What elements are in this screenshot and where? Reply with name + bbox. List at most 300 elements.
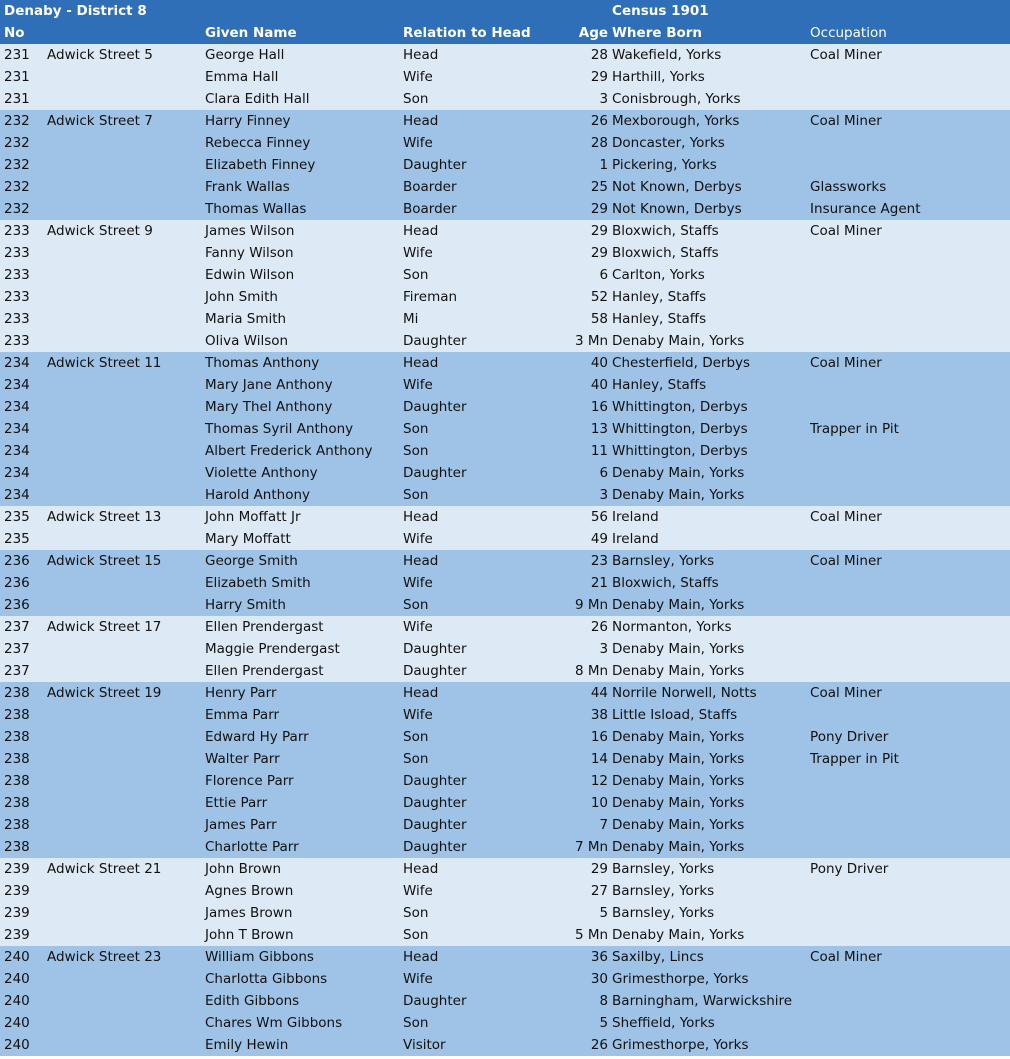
cell-relation: Head xyxy=(399,44,559,66)
cell-relation: Daughter xyxy=(399,792,559,814)
cell-relation: Daughter xyxy=(399,462,559,484)
census-rows xyxy=(0,44,1010,1056)
cell-relation: Son xyxy=(399,726,559,748)
cell-age: 7 Mn xyxy=(559,836,608,858)
cell-age: 23 xyxy=(559,550,608,572)
cell-no: 240 xyxy=(0,968,43,990)
census-year: Census 1901 xyxy=(608,0,806,22)
cell-given-name: William Gibbons xyxy=(201,946,399,968)
cell-occupation xyxy=(806,528,1010,550)
cell-given-name: Thomas Anthony xyxy=(201,352,399,374)
table-row xyxy=(0,506,1010,528)
table-row xyxy=(0,484,1010,506)
cell-address: Adwick Street 13 xyxy=(43,506,201,528)
cell-where-born: Chesterfield, Derbys xyxy=(608,352,806,374)
cell-relation: Son xyxy=(399,88,559,110)
cell-no: 240 xyxy=(0,946,43,968)
cell-address xyxy=(43,1034,201,1056)
table-row xyxy=(0,440,1010,462)
cell-relation: Son xyxy=(399,902,559,924)
cell-address: Adwick Street 17 xyxy=(43,616,201,638)
cell-given-name: Edwin Wilson xyxy=(201,264,399,286)
cell-where-born: Denaby Main, Yorks xyxy=(608,660,806,682)
cell-no: 238 xyxy=(0,814,43,836)
cell-occupation xyxy=(806,660,1010,682)
cell-occupation: Trapper in Pit xyxy=(806,418,1010,440)
table-row xyxy=(0,726,1010,748)
cell-address xyxy=(43,880,201,902)
cell-address xyxy=(43,814,201,836)
cell-given-name: Edith Gibbons xyxy=(201,990,399,1012)
cell-where-born: Barnsley, Yorks xyxy=(608,880,806,902)
cell-occupation xyxy=(806,594,1010,616)
table-row xyxy=(0,704,1010,726)
cell-no: 233 xyxy=(0,330,43,352)
cell-where-born: Denaby Main, Yorks xyxy=(608,924,806,946)
cell-relation: Head xyxy=(399,946,559,968)
cell-relation: Daughter xyxy=(399,770,559,792)
cell-occupation xyxy=(806,836,1010,858)
cell-relation: Daughter xyxy=(399,330,559,352)
cell-where-born: Grimesthorpe, Yorks xyxy=(608,968,806,990)
cell-given-name: Emma Hall xyxy=(201,66,399,88)
cell-occupation xyxy=(806,704,1010,726)
table-row xyxy=(0,286,1010,308)
cell-no: 232 xyxy=(0,176,43,198)
cell-address xyxy=(43,704,201,726)
cell-no: 231 xyxy=(0,66,43,88)
cell-where-born: Denaby Main, Yorks xyxy=(608,484,806,506)
cell-given-name: Elizabeth Finney xyxy=(201,154,399,176)
cell-no: 239 xyxy=(0,858,43,880)
cell-relation: Head xyxy=(399,352,559,374)
cell-address xyxy=(43,770,201,792)
cell-no: 233 xyxy=(0,242,43,264)
cell-given-name: Charlotte Parr xyxy=(201,836,399,858)
cell-no: 238 xyxy=(0,836,43,858)
cell-relation: Wife xyxy=(399,616,559,638)
cell-relation: Fireman xyxy=(399,286,559,308)
table-row xyxy=(0,1034,1010,1056)
cell-where-born: Denaby Main, Yorks xyxy=(608,792,806,814)
table-row xyxy=(0,44,1010,66)
cell-address xyxy=(43,726,201,748)
table-row xyxy=(0,638,1010,660)
cell-where-born: Denaby Main, Yorks xyxy=(608,638,806,660)
cell-occupation: Coal Miner xyxy=(806,506,1010,528)
header-age: Age xyxy=(559,22,608,44)
cell-given-name: Harry Finney xyxy=(201,110,399,132)
cell-address xyxy=(43,154,201,176)
cell-where-born: Denaby Main, Yorks xyxy=(608,836,806,858)
cell-no: 233 xyxy=(0,286,43,308)
cell-address xyxy=(43,792,201,814)
cell-given-name: Ellen Prendergast xyxy=(201,660,399,682)
cell-given-name: Agnes Brown xyxy=(201,880,399,902)
cell-relation: Head xyxy=(399,550,559,572)
cell-occupation xyxy=(806,286,1010,308)
cell-address xyxy=(43,902,201,924)
cell-where-born: Harthill, Yorks xyxy=(608,66,806,88)
cell-address xyxy=(43,462,201,484)
cell-age: 5 xyxy=(559,902,608,924)
cell-address xyxy=(43,330,201,352)
cell-address xyxy=(43,990,201,1012)
cell-occupation xyxy=(806,484,1010,506)
table-row xyxy=(0,968,1010,990)
cell-no: 240 xyxy=(0,990,43,1012)
cell-given-name: John T Brown xyxy=(201,924,399,946)
cell-address xyxy=(43,1012,201,1034)
cell-age: 26 xyxy=(559,110,608,132)
cell-address: Adwick Street 5 xyxy=(43,44,201,66)
cell-relation: Wife xyxy=(399,968,559,990)
cell-occupation xyxy=(806,572,1010,594)
cell-age: 14 xyxy=(559,748,608,770)
cell-age: 44 xyxy=(559,682,608,704)
cell-where-born: Norrile Norwell, Notts xyxy=(608,682,806,704)
cell-age: 56 xyxy=(559,506,608,528)
cell-age: 3 Mn xyxy=(559,330,608,352)
cell-where-born: Whittington, Derbys xyxy=(608,440,806,462)
cell-occupation xyxy=(806,440,1010,462)
cell-no: 239 xyxy=(0,924,43,946)
cell-no: 231 xyxy=(0,88,43,110)
cell-given-name: George Smith xyxy=(201,550,399,572)
cell-occupation: Coal Miner xyxy=(806,44,1010,66)
cell-relation: Son xyxy=(399,1012,559,1034)
cell-occupation xyxy=(806,924,1010,946)
cell-given-name: John Moffatt Jr xyxy=(201,506,399,528)
cell-no: 234 xyxy=(0,374,43,396)
cell-age: 3 xyxy=(559,638,608,660)
cell-given-name: Mary Moffatt xyxy=(201,528,399,550)
cell-age: 29 xyxy=(559,858,608,880)
table-row xyxy=(0,462,1010,484)
cell-age: 58 xyxy=(559,308,608,330)
cell-occupation xyxy=(806,616,1010,638)
cell-age: 6 xyxy=(559,264,608,286)
header-where-born: Where Born xyxy=(608,22,806,44)
cell-given-name: Oliva Wilson xyxy=(201,330,399,352)
cell-occupation xyxy=(806,1012,1010,1034)
cell-where-born: Doncaster, Yorks xyxy=(608,132,806,154)
cell-address xyxy=(43,528,201,550)
cell-given-name: Ettie Parr xyxy=(201,792,399,814)
table-row xyxy=(0,1012,1010,1034)
cell-given-name: James Wilson xyxy=(201,220,399,242)
cell-relation: Wife xyxy=(399,572,559,594)
cell-age: 36 xyxy=(559,946,608,968)
cell-occupation xyxy=(806,374,1010,396)
cell-age: 9 Mn xyxy=(559,594,608,616)
cell-given-name: Frank Wallas xyxy=(201,176,399,198)
cell-address xyxy=(43,440,201,462)
cell-relation: Son xyxy=(399,924,559,946)
cell-age: 29 xyxy=(559,220,608,242)
cell-relation: Head xyxy=(399,110,559,132)
table-row xyxy=(0,836,1010,858)
cell-age: 7 xyxy=(559,814,608,836)
cell-where-born: Barnsley, Yorks xyxy=(608,550,806,572)
cell-relation: Wife xyxy=(399,880,559,902)
table-row xyxy=(0,858,1010,880)
title-row xyxy=(0,0,1010,22)
cell-given-name: Clara Edith Hall xyxy=(201,88,399,110)
cell-occupation: Glassworks xyxy=(806,176,1010,198)
cell-age: 21 xyxy=(559,572,608,594)
cell-given-name: Fanny Wilson xyxy=(201,242,399,264)
cell-given-name: Albert Frederick Anthony xyxy=(201,440,399,462)
cell-address xyxy=(43,572,201,594)
cell-relation: Boarder xyxy=(399,176,559,198)
cell-address xyxy=(43,242,201,264)
table-row xyxy=(0,352,1010,374)
cell-address xyxy=(43,264,201,286)
cell-occupation: Trapper in Pit xyxy=(806,748,1010,770)
cell-where-born: Sheffield, Yorks xyxy=(608,1012,806,1034)
cell-relation: Wife xyxy=(399,132,559,154)
cell-where-born: Barnsley, Yorks xyxy=(608,858,806,880)
table-row xyxy=(0,110,1010,132)
cell-given-name: John Brown xyxy=(201,858,399,880)
cell-no: 234 xyxy=(0,418,43,440)
table-row xyxy=(0,242,1010,264)
table-row xyxy=(0,924,1010,946)
cell-relation: Head xyxy=(399,220,559,242)
table-row xyxy=(0,198,1010,220)
table-row xyxy=(0,792,1010,814)
cell-no: 238 xyxy=(0,704,43,726)
cell-occupation: Coal Miner xyxy=(806,550,1010,572)
cell-address xyxy=(43,66,201,88)
cell-address xyxy=(43,968,201,990)
cell-given-name: Elizabeth Smith xyxy=(201,572,399,594)
table-row xyxy=(0,902,1010,924)
cell-age: 10 xyxy=(559,792,608,814)
cell-no: 232 xyxy=(0,154,43,176)
cell-given-name: Mary Jane Anthony xyxy=(201,374,399,396)
cell-where-born: Not Known, Derbys xyxy=(608,176,806,198)
cell-occupation: Coal Miner xyxy=(806,682,1010,704)
cell-no: 232 xyxy=(0,110,43,132)
cell-address: Adwick Street 19 xyxy=(43,682,201,704)
cell-no: 235 xyxy=(0,528,43,550)
cell-given-name: Henry Parr xyxy=(201,682,399,704)
cell-where-born: Whittington, Derbys xyxy=(608,396,806,418)
cell-given-name: Maggie Prendergast xyxy=(201,638,399,660)
cell-age: 13 xyxy=(559,418,608,440)
cell-where-born: Denaby Main, Yorks xyxy=(608,594,806,616)
table-row xyxy=(0,264,1010,286)
table-row xyxy=(0,374,1010,396)
table-row xyxy=(0,154,1010,176)
cell-age: 38 xyxy=(559,704,608,726)
cell-where-born: Pickering, Yorks xyxy=(608,154,806,176)
cell-where-born: Saxilby, Lincs xyxy=(608,946,806,968)
cell-age: 52 xyxy=(559,286,608,308)
header-no: No xyxy=(0,22,43,44)
cell-given-name: George Hall xyxy=(201,44,399,66)
cell-address xyxy=(43,748,201,770)
cell-no: 238 xyxy=(0,682,43,704)
table-row xyxy=(0,594,1010,616)
cell-occupation xyxy=(806,132,1010,154)
cell-given-name: Mary Thel Anthony xyxy=(201,396,399,418)
table-row xyxy=(0,572,1010,594)
cell-address xyxy=(43,484,201,506)
cell-given-name: Walter Parr xyxy=(201,748,399,770)
table-row xyxy=(0,682,1010,704)
cell-age: 8 Mn xyxy=(559,660,608,682)
cell-no: 234 xyxy=(0,396,43,418)
cell-age: 16 xyxy=(559,396,608,418)
cell-address: Adwick Street 7 xyxy=(43,110,201,132)
cell-occupation xyxy=(806,1034,1010,1056)
cell-address xyxy=(43,836,201,858)
cell-occupation: Coal Miner xyxy=(806,110,1010,132)
cell-where-born: Little Isload, Staffs xyxy=(608,704,806,726)
table-row xyxy=(0,880,1010,902)
cell-given-name: James Parr xyxy=(201,814,399,836)
cell-address xyxy=(43,396,201,418)
cell-age: 29 xyxy=(559,66,608,88)
cell-age: 30 xyxy=(559,968,608,990)
cell-given-name: Chares Wm Gibbons xyxy=(201,1012,399,1034)
cell-age: 11 xyxy=(559,440,608,462)
cell-occupation xyxy=(806,814,1010,836)
cell-where-born: Bloxwich, Staffs xyxy=(608,242,806,264)
cell-address xyxy=(43,418,201,440)
cell-relation: Head xyxy=(399,858,559,880)
cell-address xyxy=(43,638,201,660)
cell-given-name: John Smith xyxy=(201,286,399,308)
cell-no: 238 xyxy=(0,726,43,748)
cell-no: 238 xyxy=(0,770,43,792)
table-row xyxy=(0,990,1010,1012)
cell-where-born: Hanley, Staffs xyxy=(608,286,806,308)
cell-where-born: Denaby Main, Yorks xyxy=(608,462,806,484)
cell-where-born: Denaby Main, Yorks xyxy=(608,726,806,748)
cell-occupation xyxy=(806,264,1010,286)
cell-occupation: Pony Driver xyxy=(806,858,1010,880)
cell-no: 235 xyxy=(0,506,43,528)
cell-relation: Wife xyxy=(399,528,559,550)
table-row xyxy=(0,132,1010,154)
table-row xyxy=(0,66,1010,88)
cell-where-born: Denaby Main, Yorks xyxy=(608,814,806,836)
cell-age: 40 xyxy=(559,352,608,374)
cell-where-born: Carlton, Yorks xyxy=(608,264,806,286)
cell-address: Adwick Street 15 xyxy=(43,550,201,572)
cell-occupation xyxy=(806,66,1010,88)
cell-no: 238 xyxy=(0,792,43,814)
sheet-title: Denaby - District 8 xyxy=(0,0,559,22)
cell-relation: Son xyxy=(399,748,559,770)
cell-relation: Daughter xyxy=(399,154,559,176)
cell-no: 234 xyxy=(0,462,43,484)
cell-where-born: Ireland xyxy=(608,506,806,528)
cell-given-name: Thomas Wallas xyxy=(201,198,399,220)
cell-relation: Boarder xyxy=(399,198,559,220)
table-row xyxy=(0,550,1010,572)
cell-given-name: Harry Smith xyxy=(201,594,399,616)
cell-where-born: Hanley, Staffs xyxy=(608,374,806,396)
cell-no: 236 xyxy=(0,594,43,616)
cell-occupation xyxy=(806,770,1010,792)
cell-relation: Son xyxy=(399,484,559,506)
table-row xyxy=(0,660,1010,682)
cell-age: 5 Mn xyxy=(559,924,608,946)
table-row xyxy=(0,88,1010,110)
cell-where-born: Denaby Main, Yorks xyxy=(608,330,806,352)
cell-occupation xyxy=(806,792,1010,814)
cell-where-born: Not Known, Derbys xyxy=(608,198,806,220)
cell-relation: Head xyxy=(399,682,559,704)
cell-relation: Mi xyxy=(399,308,559,330)
cell-given-name: James Brown xyxy=(201,902,399,924)
cell-address xyxy=(43,660,201,682)
cell-relation: Wife xyxy=(399,704,559,726)
cell-occupation: Coal Miner xyxy=(806,220,1010,242)
cell-age: 5 xyxy=(559,1012,608,1034)
cell-given-name: Violette Anthony xyxy=(201,462,399,484)
cell-occupation xyxy=(806,902,1010,924)
cell-no: 231 xyxy=(0,44,43,66)
cell-occupation xyxy=(806,330,1010,352)
cell-age: 25 xyxy=(559,176,608,198)
cell-relation: Son xyxy=(399,594,559,616)
cell-address xyxy=(43,198,201,220)
cell-relation: Daughter xyxy=(399,396,559,418)
cell-no: 237 xyxy=(0,638,43,660)
cell-occupation xyxy=(806,88,1010,110)
cell-where-born: Bloxwich, Staffs xyxy=(608,572,806,594)
cell-occupation: Pony Driver xyxy=(806,726,1010,748)
table-row xyxy=(0,616,1010,638)
cell-no: 236 xyxy=(0,550,43,572)
cell-where-born: Whittington, Derbys xyxy=(608,418,806,440)
cell-given-name: Emma Parr xyxy=(201,704,399,726)
cell-no: 237 xyxy=(0,660,43,682)
table-row xyxy=(0,814,1010,836)
cell-occupation xyxy=(806,242,1010,264)
cell-address: Adwick Street 21 xyxy=(43,858,201,880)
header-given-name: Given Name xyxy=(201,22,399,44)
cell-relation: Son xyxy=(399,418,559,440)
cell-address xyxy=(43,176,201,198)
cell-no: 233 xyxy=(0,220,43,242)
cell-no: 236 xyxy=(0,572,43,594)
cell-age: 27 xyxy=(559,880,608,902)
cell-relation: Head xyxy=(399,506,559,528)
cell-address xyxy=(43,374,201,396)
cell-age: 28 xyxy=(559,44,608,66)
table-row xyxy=(0,528,1010,550)
cell-age: 40 xyxy=(559,374,608,396)
header-relation: Relation to Head xyxy=(399,22,559,44)
cell-relation: Daughter xyxy=(399,660,559,682)
cell-where-born: Denaby Main, Yorks xyxy=(608,770,806,792)
cell-occupation xyxy=(806,880,1010,902)
cell-no: 234 xyxy=(0,484,43,506)
cell-where-born: Conisbrough, Yorks xyxy=(608,88,806,110)
cell-age: 26 xyxy=(559,1034,608,1056)
header-occupation: Occupation xyxy=(806,22,1010,44)
cell-age: 16 xyxy=(559,726,608,748)
cell-address xyxy=(43,88,201,110)
cell-no: 232 xyxy=(0,132,43,154)
